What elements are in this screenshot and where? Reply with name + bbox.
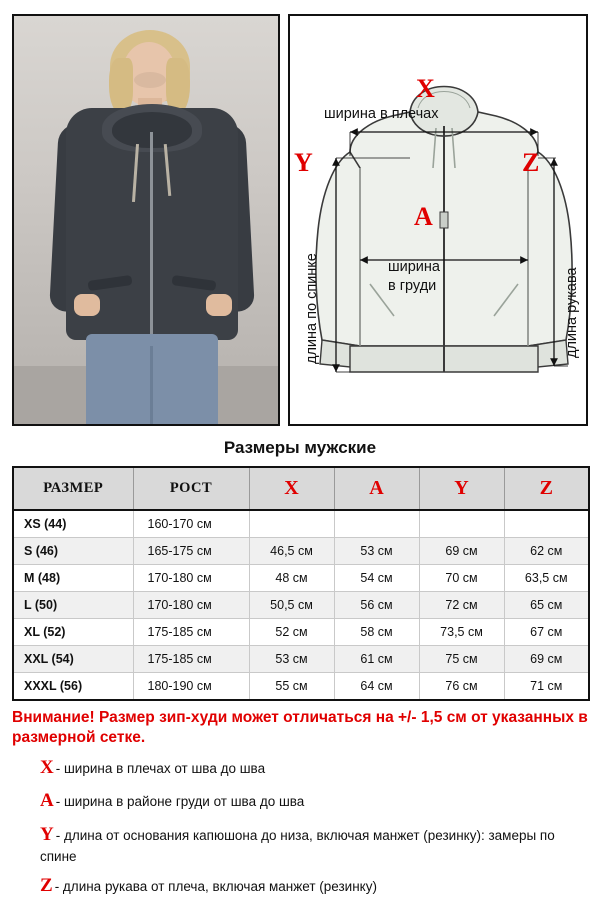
cell-y: 76 см	[419, 673, 504, 701]
diagram-letter-a: A	[414, 202, 433, 231]
diagram-label-x: ширина в плечах	[324, 106, 439, 122]
cell-x	[249, 510, 334, 538]
cell-size: M (48)	[13, 565, 133, 592]
legend-letter-x: X	[40, 756, 54, 778]
cell-x: 55 см	[249, 673, 334, 701]
cell-a: 64 см	[334, 673, 419, 701]
cell-x: 52 см	[249, 619, 334, 646]
cell-height: 160-170 см	[133, 510, 249, 538]
legend-text-a: - ширина в районе груди от шва до шва	[55, 794, 305, 810]
hoodie-technical-drawing	[290, 16, 588, 426]
legend-letter-z: Z	[40, 875, 53, 897]
cell-z: 65 см	[504, 592, 589, 619]
cell-x: 46,5 см	[249, 538, 334, 565]
cell-y: 73,5 см	[419, 619, 504, 646]
legend-item-z	[40, 874, 588, 899]
cell-x: 48 см	[249, 565, 334, 592]
warning-text: Внимание! Размер зип-худи может отличаться на +/- 1,5 см от указанных в размерной сетке.	[12, 709, 588, 746]
col-header-y: Y	[419, 467, 504, 510]
diagram-letter-y: Y	[294, 148, 313, 177]
cell-height: 175-185 см	[133, 619, 249, 646]
cell-y: 75 см	[419, 646, 504, 673]
legend-item-x	[40, 756, 588, 781]
cell-z: 67 см	[504, 619, 589, 646]
col-header-size: РАЗМЕР	[13, 467, 133, 510]
cell-a: 53 см	[334, 538, 419, 565]
cell-x: 50,5 см	[249, 592, 334, 619]
legend-letter-a: A	[40, 790, 54, 812]
cell-z: 63,5 см	[504, 565, 589, 592]
cell-y: 72 см	[419, 592, 504, 619]
cell-size: L (50)	[13, 592, 133, 619]
legend	[40, 756, 588, 899]
table-header-row	[13, 467, 589, 510]
table-row	[13, 538, 589, 565]
cell-size: S (46)	[13, 538, 133, 565]
model-face-shadow	[134, 72, 166, 88]
col-header-z: Z	[504, 467, 589, 510]
table-row	[13, 673, 589, 701]
cell-y: 69 см	[419, 538, 504, 565]
table-row	[13, 510, 589, 538]
product-photo	[12, 14, 280, 426]
cell-height: 180-190 см	[133, 673, 249, 701]
cell-z: 69 см	[504, 646, 589, 673]
legend-letter-y: Y	[40, 824, 54, 846]
model-hand-right	[206, 294, 232, 316]
cell-z: 71 см	[504, 673, 589, 701]
cell-a: 56 см	[334, 592, 419, 619]
hoodie-zipper	[150, 132, 153, 338]
cell-size: XXXL (56)	[13, 673, 133, 701]
cell-z: 62 см	[504, 538, 589, 565]
diagram-label-a-line1: ширина	[388, 259, 440, 275]
diagram-label-a-line2: в груди	[388, 278, 437, 294]
cell-size: XL (52)	[13, 619, 133, 646]
cell-size: XXL (54)	[13, 646, 133, 673]
cell-a: 58 см	[334, 619, 419, 646]
table-title: Размеры мужские	[223, 438, 377, 457]
cell-height: 165-175 см	[133, 538, 249, 565]
legend-text-x: - ширина в плечах от шва до шва	[55, 760, 266, 776]
model-hand-left	[74, 294, 100, 316]
diagram-letter-x: X	[416, 74, 435, 103]
legend-item-a	[40, 789, 588, 814]
cell-y	[419, 510, 504, 538]
table-row	[13, 565, 589, 592]
col-header-height: РОСТ	[133, 467, 249, 510]
measurement-diagram	[288, 14, 588, 426]
diagram-letter-z: Z	[522, 148, 540, 177]
col-header-a: A	[334, 467, 419, 510]
legend-text-y: - длина от основания капюшона до низа, включая манжет (резинку): замеры по спине	[40, 828, 555, 864]
size-table	[12, 466, 590, 701]
cell-a	[334, 510, 419, 538]
top-image-row	[12, 14, 588, 426]
table-row	[13, 619, 589, 646]
cell-a: 61 см	[334, 646, 419, 673]
cell-height: 175-185 см	[133, 646, 249, 673]
col-header-x: X	[249, 467, 334, 510]
diagram-label-y: длина по спинке	[304, 253, 320, 364]
cell-y: 70 см	[419, 565, 504, 592]
table-row	[13, 592, 589, 619]
cell-size: XS (44)	[13, 510, 133, 538]
table-row	[13, 646, 589, 673]
diagram-label-z: длина рукава	[564, 267, 580, 358]
cell-z	[504, 510, 589, 538]
cell-x: 53 см	[249, 646, 334, 673]
model-jeans-seam	[150, 346, 153, 426]
legend-item-y	[40, 823, 588, 865]
cell-a: 54 см	[334, 565, 419, 592]
cell-height: 170-180 см	[133, 565, 249, 592]
cell-height: 170-180 см	[133, 592, 249, 619]
legend-text-z: - длина рукава от плеча, включая манжет (резинку)	[54, 879, 377, 895]
